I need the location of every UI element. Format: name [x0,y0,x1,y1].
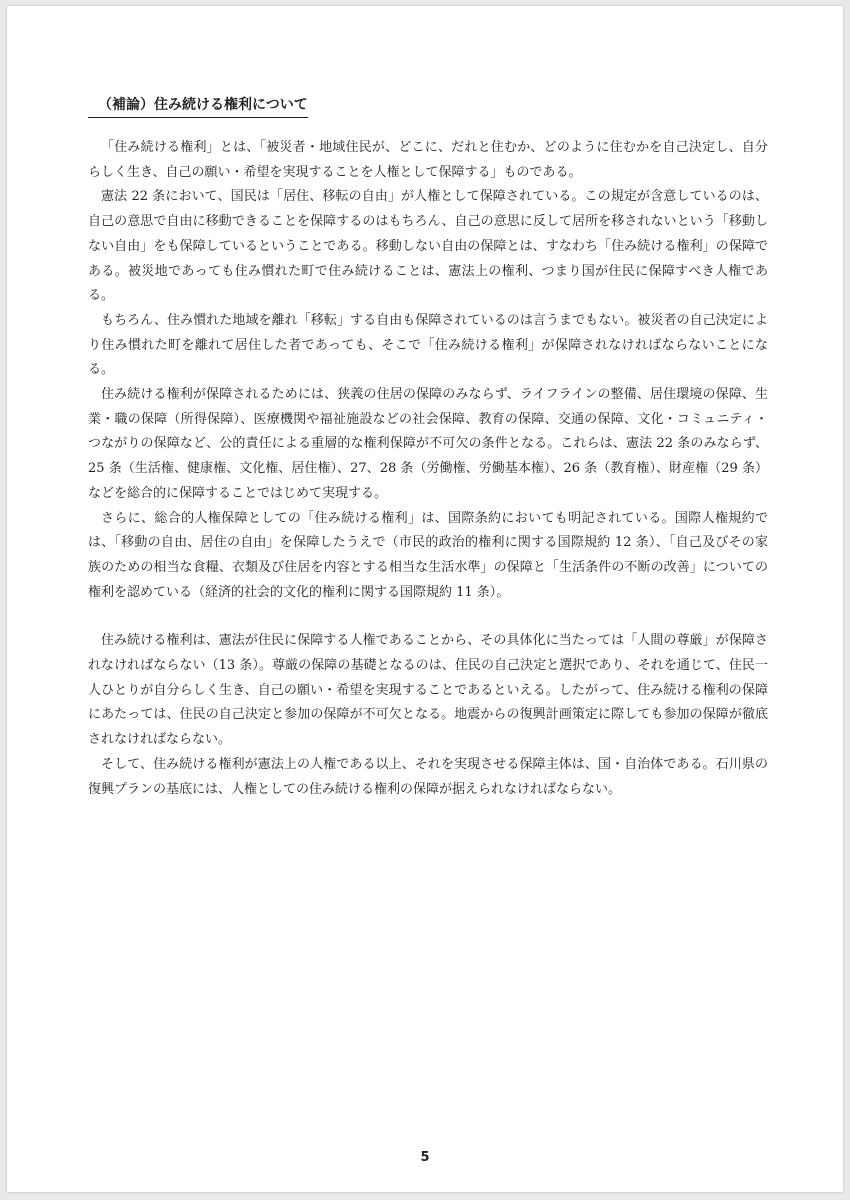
paragraph: さらに、総合的人権保障としての「住み続ける権利」は、国際条約においても明記されている。国際人権規約では、「移動の自由、居住の自由」を保障したうえで（市民的政治的権利に関する国際規約 12 条）、「自己及びその家族のための相当な食糧、衣類及び住居を内容とする相当な生活水準」の保障と「生活条件の不断の改善」についての権利を認めている（経済的社会的文化的権利に関する国際規約 11 条）。 [88,510,768,600]
document-body [88,94,768,802]
paragraph: 住み続ける権利は、憲法が住民に保障する人権であることから、その具体化に当たっては「人間の尊厳」が保障されなければならない（13 条）。尊厳の保障の基礎となるのは、住民の自己決定と選択であり、それを通じて、住民一人ひとりが自分らしく生き、自己の願い・希望を実現することであるといえる。したがって、住み続ける権利の保障にあたっては、住民の自己決定と参加の保障が不可欠となる。地震からの復興計画策定に際しても参加の保障が徹底されなければならない。 [88,633,768,748]
paragraph: 憲法 22 条において、国民は「居住、移転の自由」が人権として保障されている。この規定が含意しているのは、自己の意思で自由に移動できることを保障するのはもちろん、自己の意思に反して居所を移されないという「移動しない自由」をも保障しているということである。移動しない自由の保障とは、すなわち「住み続ける権利」の保障である。被災地であっても住み慣れた町で住み続けることは、憲法上の権利、つまり国が住民に保障すべき人権である。 [88,189,768,304]
document-page [7,6,843,1192]
paragraph: そして、住み続ける権利が憲法上の人権である以上、それを実現させる保障主体は、国・自治体である。石川県の復興プランの基底には、人権としての住み続ける権利の保障が据えられなければならない。 [88,756,768,797]
paragraph-gap [88,605,768,629]
page-number: 5 [420,1150,430,1165]
paragraph: 住み続ける権利が保障されるためには、狭義の住居の保障のみならず、ライフラインの整備、居住環境の保障、生業・職の保障（所得保障）、医療機関や福祉施設などの社会保障、教育の保障、交通の保障、文化・コミュニティ・つながりの保障など、公的責任による重層的な権利保障が不可欠の条件となる。これらは、憲法 22 条のみならず、25 条（生活権、健康権、文化権、居住権）、27、28 条（労働権、労働基本権）、26 条（教育権）、財産権（29 条）などを総合的に保障することではじめて実現する。 [88,387,768,501]
paragraph: 「住み続ける権利」とは、「被災者・地域住民が、どこに、だれと住むか、どのように住むかを自己決定し、自分らしく生き、自己の願い・希望を実現することを人権として保障する」ものである。 [88,140,768,180]
section-heading: （補論）住み続ける権利について [88,94,308,118]
paragraph: もちろん、住み慣れた地域を離れ「移転」する自由も保障されているのは言うまでもない。被災者の自己決定により住み慣れた町を離れて居住した者であっても、そこで「住み続ける権利」が保障されなければならないことになる。 [88,312,768,378]
